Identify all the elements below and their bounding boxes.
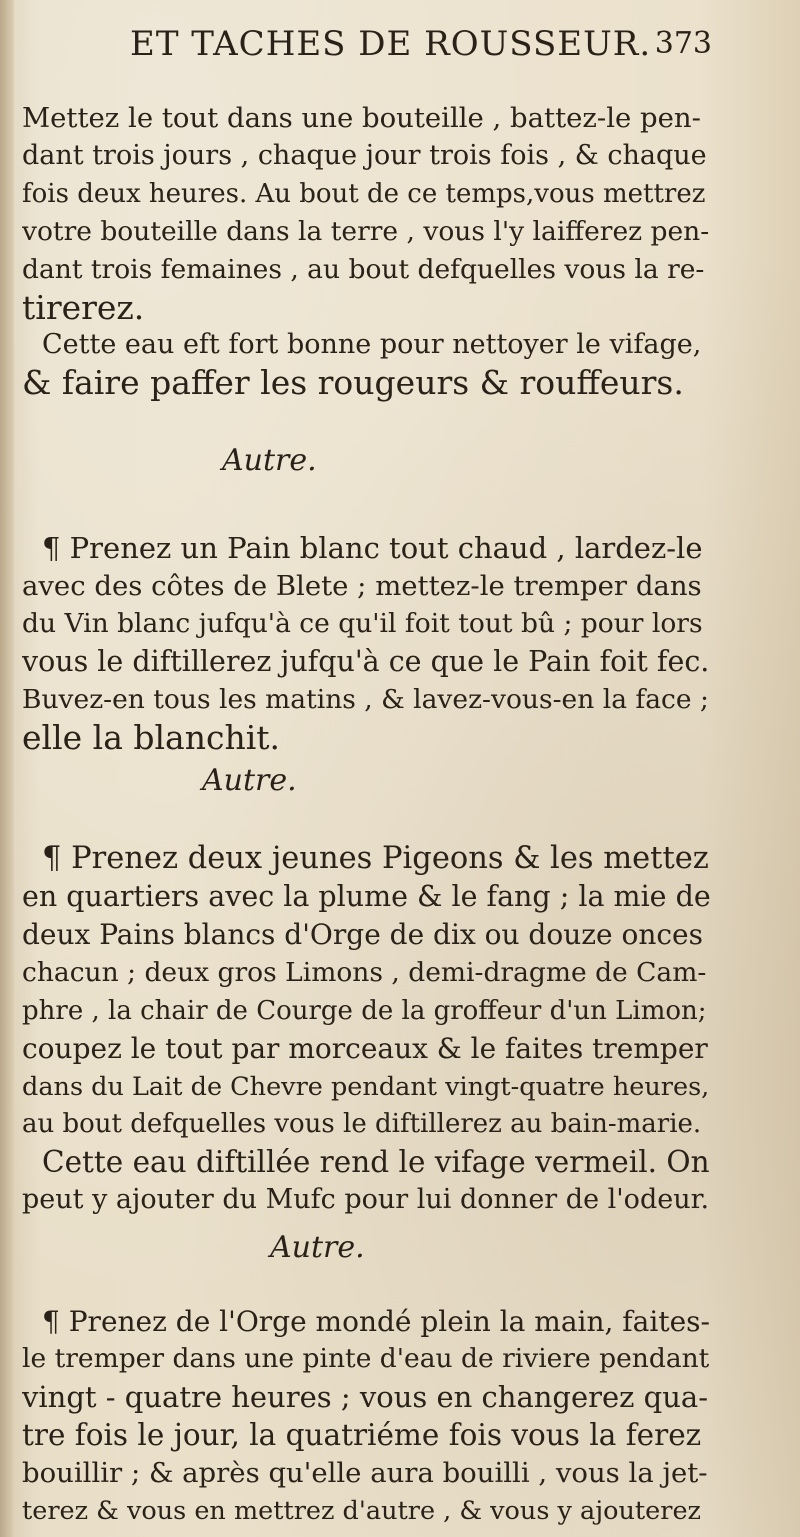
text-line: avec des côtes de Blete ; mettez-le tremper dans xyxy=(22,570,702,603)
text-line: dans du Lait de Chevre pendant vingt-quatre heures, xyxy=(22,1071,710,1102)
text-line: Mettez le tout dans une bouteille , battez-le pen- xyxy=(22,102,701,134)
text-line: Cette eau eft fort bonne pour nettoyer le vifage, xyxy=(42,329,702,361)
text-line: vingt - quatre heures ; vous en changerez qua- xyxy=(22,1380,708,1415)
text-line: Buvez-en tous les matins , & lavez-vous-en la face ; xyxy=(22,683,709,715)
text-line: Cette eau diftillée rend le vifage vermeil. On xyxy=(42,1145,710,1180)
text-line: tre fois le jour, la quatriéme fois vous la ferez xyxy=(22,1418,702,1453)
section-heading: Autre. xyxy=(222,442,317,478)
text-line: ¶ Prenez un Pain blanc tout chaud , lardez-le xyxy=(42,531,703,566)
text-line: phre , la chair de Courge de la groffeur d'un Limon; xyxy=(22,995,707,1026)
text-line: votre bouteille dans la terre , vous l'y laifferez pen- xyxy=(22,215,710,247)
text-line: en quartiers avec la plume & le fang ; la mie de xyxy=(22,879,711,913)
text-line: le tremper dans une pinte d'eau de riviere pendant xyxy=(22,1343,710,1375)
text-line: coupez le tout par morceaux & le faites tremper xyxy=(22,1031,708,1065)
page-header xyxy=(22,24,712,64)
page-number: 373 xyxy=(654,26,712,61)
text-line: & faire paffer les rougeurs & rouffeurs. xyxy=(22,363,684,403)
section-heading: Autre. xyxy=(270,1229,365,1265)
text-line: du Vin blanc jufqu'à ce qu'il foit tout bû ; pour lors xyxy=(22,608,703,640)
text-line: bouillir ; & après qu'elle aura bouilli , vous la jet- xyxy=(22,1457,708,1490)
text-line: peut y ajouter du Mufc pour lui donner de l'odeur. xyxy=(22,1184,710,1216)
book-gutter xyxy=(0,0,14,1537)
text-line: chacun ; deux gros Limons , demi-dragme de Cam- xyxy=(22,956,707,988)
text-line: tirerez. xyxy=(22,287,145,327)
text-line: ¶ Prenez deux jeunes Pigeons & les mettez xyxy=(42,841,709,877)
text-line: dant trois jours , chaque jour trois fois , & chaque xyxy=(22,139,707,171)
running-title: ET TACHES DE ROUSSEUR. xyxy=(130,24,652,64)
text-line: elle la blanchit. xyxy=(22,717,281,757)
text-line: au bout defquelles vous le diftillerez au bain-marie. xyxy=(22,1109,702,1140)
text-line: vous le diftillerez jufqu'à ce que le Pain foit fec. xyxy=(22,644,710,678)
section-heading: Autre. xyxy=(202,763,297,799)
text-line: deux Pains blancs d'Orge de dix ou douze onces xyxy=(22,917,703,951)
text-line: fois deux heures. Au bout de ce temps,vous mettrez xyxy=(22,178,706,209)
text-line: ¶ Prenez de l'Orge mondé plein la main, faites- xyxy=(42,1304,710,1338)
text-line: dant trois femaines , au bout defquelles vous la re- xyxy=(22,253,705,285)
text-line: terez & vous en mettrez d'autre , & vous y ajouterez xyxy=(22,1496,701,1527)
